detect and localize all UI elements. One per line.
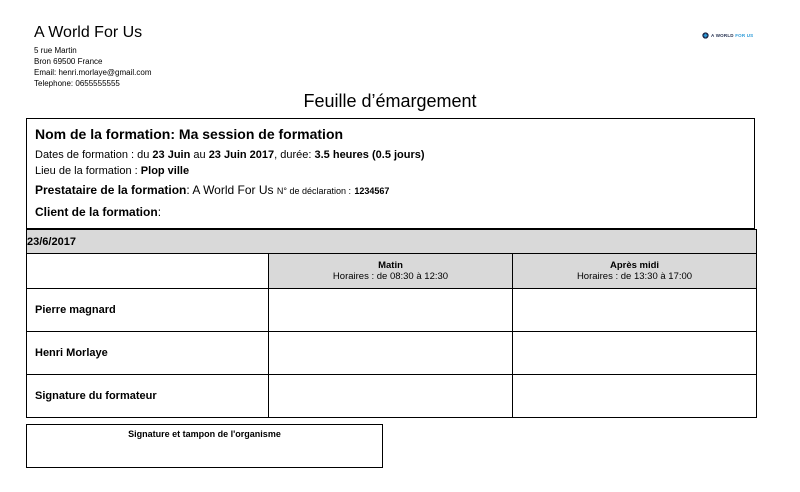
morning-title: Matin xyxy=(378,260,403,271)
afternoon-title: Après midi xyxy=(609,260,660,271)
logo-text-b: FOR US xyxy=(735,33,754,38)
dates-mid: au xyxy=(193,149,206,161)
afternoon-hours: Horaires : de 13:30 à 17:00 xyxy=(576,271,693,282)
provider-label: Prestataire de la formation xyxy=(35,183,187,197)
declaration-value: 1234567 xyxy=(354,186,390,196)
attendance-table xyxy=(26,229,757,418)
table-row xyxy=(27,289,757,332)
morning-header xyxy=(269,254,513,289)
afternoon-header xyxy=(513,254,757,289)
provider-value: : A World For Us xyxy=(186,183,274,197)
document-title: Feuille d’émargement xyxy=(303,91,477,111)
org-name: A World For Us xyxy=(34,24,143,41)
training-name-line xyxy=(35,126,343,142)
org-email: Email: henri.morlaye@gmail.com xyxy=(34,68,152,77)
org-address-street: 5 rue Martin xyxy=(34,46,77,55)
afternoon-signature-cell[interactable] xyxy=(513,289,757,332)
table-row xyxy=(27,332,757,375)
afternoon-signature-cell[interactable] xyxy=(513,332,757,375)
dates-label: Dates de formation : du xyxy=(35,149,150,161)
duration-label: , durée: xyxy=(274,149,312,161)
client-value: : xyxy=(157,205,162,219)
table-row xyxy=(27,375,757,418)
morning-signature-cell[interactable] xyxy=(269,332,513,375)
morning-hours: Horaires : de 08:30 à 12:30 xyxy=(332,271,449,282)
afternoon-signature-cell[interactable] xyxy=(513,375,757,418)
training-dates-line xyxy=(35,149,425,161)
date-row xyxy=(27,230,757,254)
client-label: Client de la formation xyxy=(35,205,158,219)
place-label: Lieu de la formation : xyxy=(35,165,138,177)
session-date: 23/6/2017 xyxy=(27,230,757,254)
org-phone: Telephone: 0655555555 xyxy=(34,79,120,88)
trainer-signature-label: Signature du formateur xyxy=(27,375,269,418)
organization-stamp-box[interactable] xyxy=(26,424,383,468)
date-to: 23 Juin 2017 xyxy=(208,149,275,161)
training-provider-line xyxy=(35,183,389,197)
declaration-label: N° de déclaration : xyxy=(276,186,352,196)
duration-value: 3.5 heures (0.5 jours) xyxy=(314,149,425,161)
column-header-row xyxy=(27,254,757,289)
globe-icon xyxy=(702,32,709,39)
company-logo xyxy=(702,32,753,39)
training-name-label: Nom de la formation: xyxy=(35,126,176,142)
morning-signature-cell[interactable] xyxy=(269,375,513,418)
participant-name: Pierre magnard xyxy=(27,289,269,332)
training-place-line xyxy=(35,165,189,177)
training-client-line xyxy=(35,205,161,219)
logo-text-a: A WORLD xyxy=(711,33,734,38)
training-name-value: Ma session de formation xyxy=(178,126,344,142)
training-info-box xyxy=(26,118,755,229)
org-address-city: Bron 69500 France xyxy=(34,57,103,66)
date-from: 23 Juin xyxy=(152,149,191,161)
participant-name: Henri Morlaye xyxy=(27,332,269,375)
place-value: Plop ville xyxy=(140,165,190,177)
stamp-label: Signature et tampon de l'organisme xyxy=(128,429,281,439)
morning-signature-cell[interactable] xyxy=(269,289,513,332)
empty-header-cell xyxy=(27,254,269,289)
